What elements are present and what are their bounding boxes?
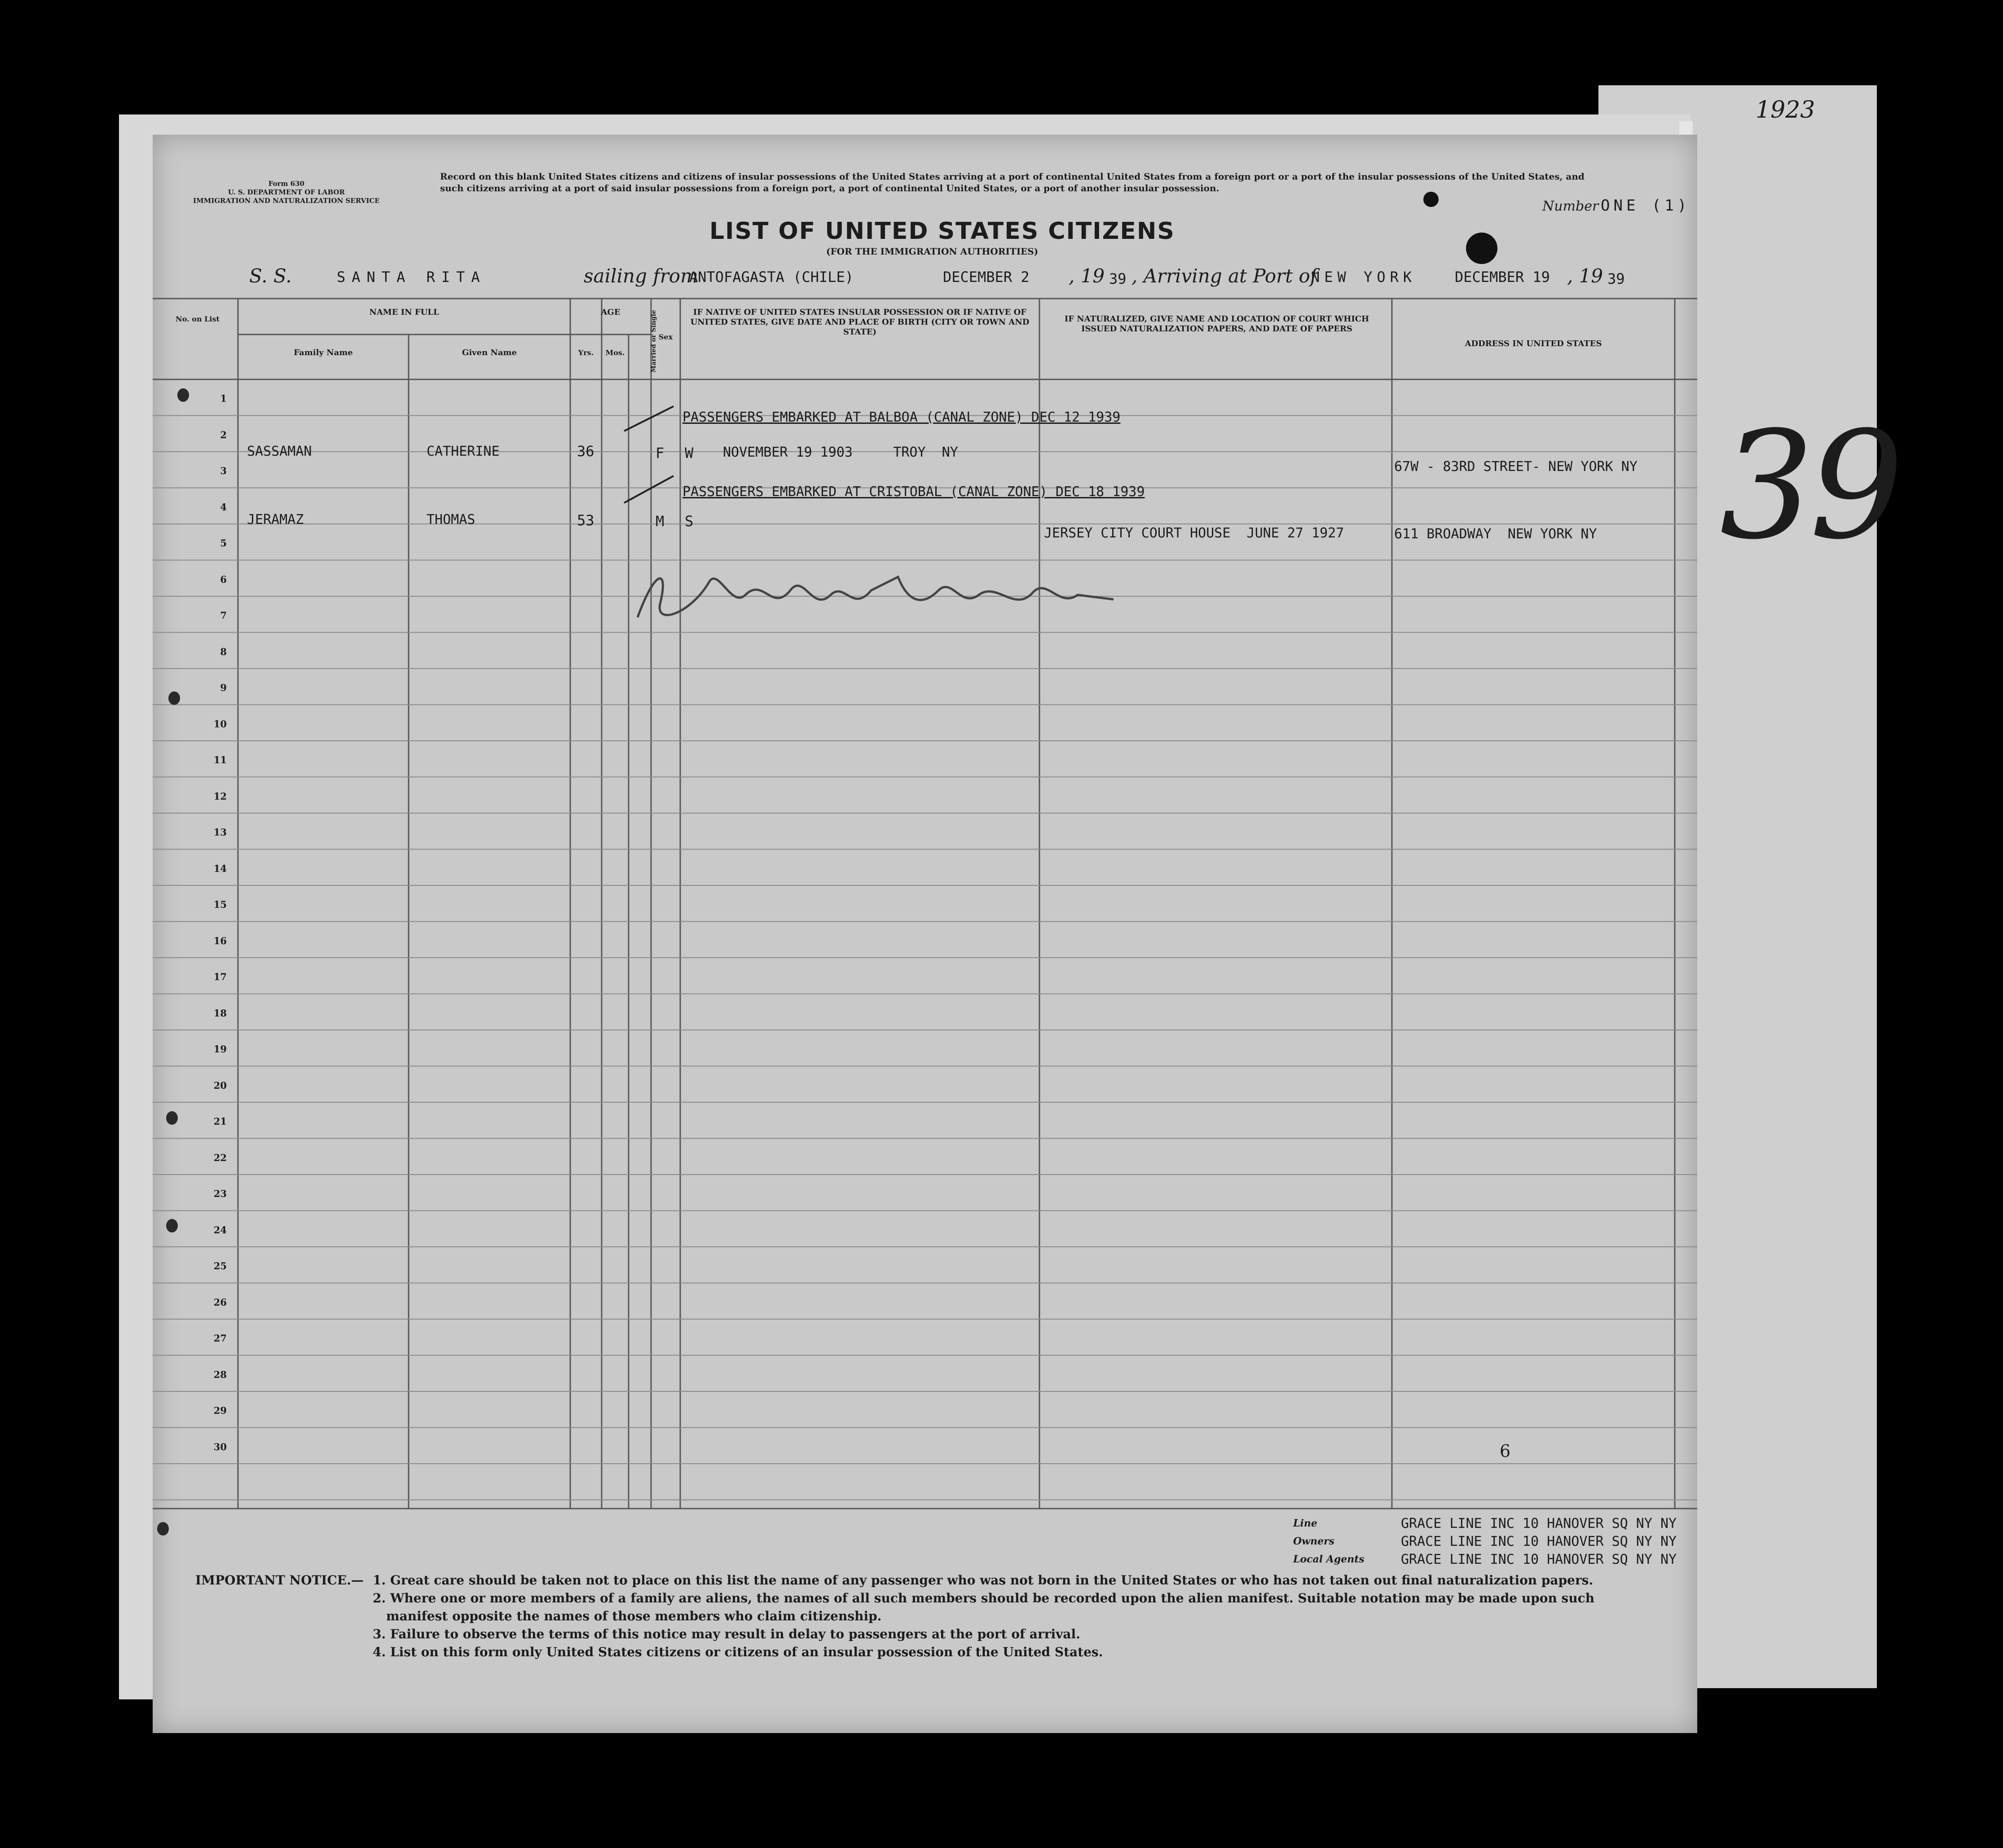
no-on-list-header: No. on List: [176, 315, 220, 323]
punch-hole: [168, 691, 180, 705]
departure-year: 39: [1109, 270, 1127, 287]
row-number: 22: [213, 1152, 227, 1163]
arrival-date: DECEMBER 19: [1455, 268, 1550, 286]
passenger-1-married: W: [685, 444, 694, 462]
page-title: LIST OF UNITED STATES CITIZENS: [709, 218, 1175, 245]
embark-note-balboa: PASSENGERS EMBARKED AT BALBOA (CANAL ZONE) DEC 12 1939: [682, 409, 1121, 425]
arrival-year: 39: [1607, 270, 1625, 287]
passenger-2-sex: M: [656, 513, 665, 530]
punch-hole: [166, 1111, 178, 1125]
list-number: ONE (1): [1601, 197, 1690, 215]
row-number: 25: [213, 1260, 227, 1272]
row-number: 11: [213, 754, 227, 766]
row-number: 5: [220, 537, 227, 549]
row-number: 27: [213, 1333, 227, 1344]
line-value: GRACE LINE INC 10 HANOVER SQ NY NY: [1401, 1516, 1677, 1531]
table-grid: [153, 135, 1697, 1733]
stray-mark: 6: [1500, 1441, 1511, 1461]
passenger-1-address: 67W - 83RD STREET- NEW YORK NY: [1394, 459, 1638, 475]
passenger-1-sex: F: [656, 444, 665, 462]
departure-port: ANTOFAGASTA (CHILE): [689, 268, 854, 286]
record-instructions: Record on this blank United States citizens and citizens of insular possessions of the United States arriving at a port of continental United States from a foreign port or a port of the insular possessions of the United States, and such citizens arriving at a port of said insular possessions from a foreign port, a port of continental United States, or a port of another insular possession.: [440, 171, 1585, 194]
row-number: 15: [213, 899, 227, 910]
row-number: 2: [220, 429, 227, 440]
given-name-header: Given Name: [462, 348, 517, 357]
passenger-2-family: JERAMAZ: [247, 512, 304, 528]
passenger-2-address: 611 BROADWAY NEW YORK NY: [1394, 526, 1597, 542]
notice-4: 4. List on this form only United States citizens or citizens of an insular possession of the United States.: [373, 1645, 1103, 1659]
row-number: 4: [220, 501, 227, 513]
row-number: 10: [213, 718, 227, 730]
passenger-2-given: THOMAS: [427, 512, 475, 528]
row-number: 17: [213, 971, 227, 982]
line-label: Line: [1293, 1518, 1317, 1529]
row-number: 9: [220, 682, 227, 693]
ship-name: SANTA RITA: [337, 268, 486, 286]
notice-2-cont: manifest opposite the names of those members who claim citizenship.: [386, 1609, 882, 1624]
department: U. S. DEPARTMENT OF LABOR: [228, 188, 345, 196]
arrival-port: NEW YORK: [1311, 268, 1417, 286]
married-header: Married or Single: [650, 310, 657, 373]
passenger-1-birth: NOVEMBER 19 1903 TROY NY: [723, 444, 958, 460]
naturalized-header: IF NATURALIZED, GIVE NAME AND LOCATION OF COURT WHICH ISSUED NATURALIZATION PAPERS, AND DATE OF PAPERS: [1064, 314, 1369, 334]
yrs-header: Yrs.: [578, 348, 594, 357]
row-number: 12: [213, 790, 227, 802]
row-number: 24: [213, 1224, 227, 1236]
sailing-label: sailing from: [584, 265, 698, 287]
agents-label: Local Agents: [1293, 1553, 1365, 1565]
age-header: AGE: [601, 308, 621, 317]
service: IMMIGRATION AND NATURALIZATION SERVICE: [193, 197, 380, 205]
notice-2: 2. Where one or more members of a family are aliens, the names of all such members should be recorded upon the alien manifest. Suitable notation may be made upon such: [373, 1591, 1595, 1606]
arriving-label: , Arriving at Port of: [1131, 265, 1317, 287]
passenger-2-naturalized: JERSEY CITY COURT HOUSE JUNE 27 1927: [1044, 525, 1344, 541]
notice-1: 1. Great care should be taken not to place on this list the name of any passenger who was not born in the United States or who has not taken out final naturalization papers.: [373, 1573, 1594, 1588]
row-number: 1: [220, 393, 227, 404]
row-number: 18: [213, 1007, 227, 1019]
departure-year-prefix: , 19: [1069, 265, 1105, 287]
corner-year: 1923: [1756, 97, 1815, 123]
address-header: ADDRESS IN UNITED STATES: [1465, 339, 1602, 348]
row-number: 26: [213, 1296, 227, 1308]
margin-number: 39: [1720, 400, 1899, 572]
embark-note-cristobal: PASSENGERS EMBARKED AT CRISTOBAL (CANAL ZONE) DEC 18 1939: [682, 484, 1145, 500]
row-number: 6: [220, 573, 227, 585]
notice-3: 3. Failure to observe the terms of this notice may result in delay to passengers at the port of arrival.: [373, 1627, 1080, 1641]
row-number: 28: [213, 1368, 227, 1380]
passenger-2-age: 53: [577, 512, 594, 529]
row-number: 13: [213, 827, 227, 838]
handwritten-signature: [629, 550, 1131, 640]
family-name-header: Family Name: [294, 348, 353, 357]
departure-date: DECEMBER 2: [943, 268, 1030, 286]
passenger-1-given: CATHERINE: [427, 444, 500, 459]
punch-hole: [157, 1522, 169, 1536]
row-number: 20: [213, 1079, 227, 1091]
row-number: 8: [220, 646, 227, 657]
mos-header: Mos.: [605, 348, 625, 357]
row-number: 16: [213, 935, 227, 946]
row-number: 3: [220, 465, 227, 476]
owners-label: Owners: [1293, 1536, 1335, 1547]
row-number: 30: [213, 1441, 227, 1452]
row-number: 7: [220, 610, 227, 621]
arrival-year-prefix: , 19: [1567, 265, 1603, 287]
page-subtitle: (FOR THE IMMIGRATION AUTHORITIES): [826, 246, 1039, 257]
row-number: 19: [213, 1043, 227, 1055]
row-number: 21: [213, 1116, 227, 1127]
agents-value: GRACE LINE INC 10 HANOVER SQ NY NY: [1401, 1552, 1677, 1567]
number-label: Number: [1542, 198, 1599, 214]
notice-title: IMPORTANT NOTICE.—: [195, 1573, 364, 1588]
ss-label: S. S.: [249, 265, 292, 287]
passenger-1-age: 36: [577, 443, 594, 460]
sex-header: Sex: [658, 333, 673, 341]
punch-hole: [177, 388, 189, 402]
row-number: 14: [213, 862, 227, 874]
passenger-2-married: S: [685, 513, 694, 530]
row-number: 23: [213, 1188, 227, 1199]
owners-value: GRACE LINE INC 10 HANOVER SQ NY NY: [1401, 1534, 1677, 1549]
passenger-1-family: SASSAMAN: [247, 444, 312, 459]
manifest-page: [153, 135, 1697, 1733]
form-number: Form 630: [268, 180, 304, 188]
punch-hole: [166, 1219, 178, 1232]
row-number: 29: [213, 1405, 227, 1416]
name-in-full-header: NAME IN FULL: [369, 308, 439, 317]
birth-header: IF NATIVE OF UNITED STATES INSULAR POSSESSION OR IF NATIVE OF UNITED STATES, GIVE DATE AND PLACE OF BIRTH (CITY OR TOWN AND STATE): [690, 308, 1030, 337]
